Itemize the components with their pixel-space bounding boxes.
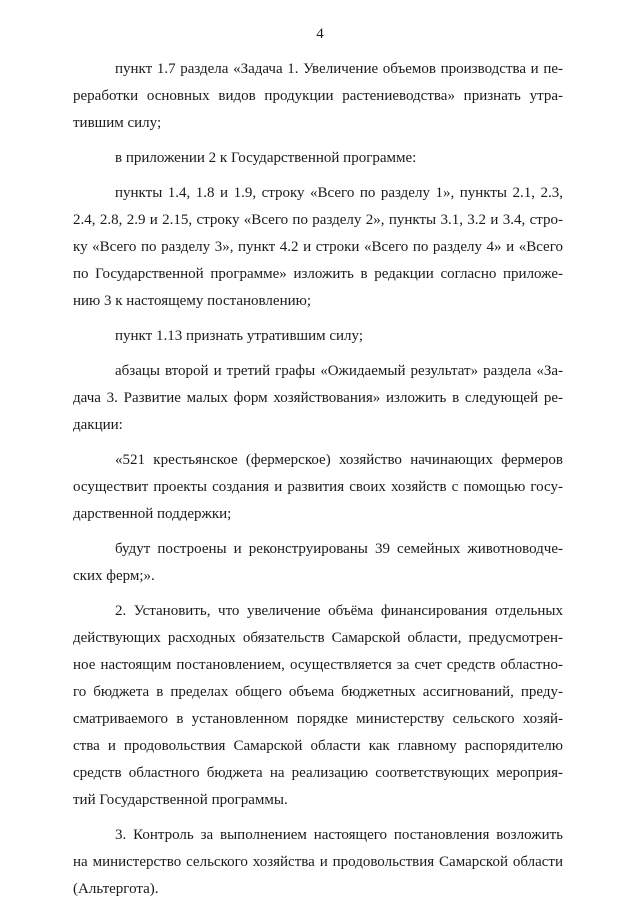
paragraph-gap	[73, 814, 563, 822]
paragraph-line: дарственной поддержки;	[73, 506, 232, 522]
paragraph-line: пункт 1.7 раздела «Задача 1. Увеличение объемов производства и пе-	[115, 61, 563, 77]
paragraph-line: сматриваемого в установленном порядке министерству сельского хозяй-	[73, 711, 563, 727]
paragraph-gap	[73, 439, 563, 447]
paragraph	[73, 180, 563, 315]
paragraph-gap	[73, 137, 563, 145]
paragraph-line: по Государственной программе» изложить в редакции согласно приложе-	[73, 266, 563, 282]
paragraph-line: (Альтергота).	[73, 881, 159, 897]
paragraph-line: ное настоящим постановлением, осуществляется за счет средств областно-	[73, 657, 563, 673]
paragraph	[73, 358, 563, 439]
paragraph	[73, 56, 563, 137]
paragraph-line: пункты 1.4, 1.8 и 1.9, строку «Всего по разделу 1», пункты 2.1, 2.3,	[115, 185, 563, 201]
paragraph-line: будут построены и реконструированы 39 семейных животноводче-	[115, 541, 563, 557]
paragraph-line: ских ферм;».	[73, 568, 155, 584]
paragraph-line: 2.4, 2.8, 2.9 и 2.15, строку «Всего по разделу 2», пункты 3.1, 3.2 и 3.4, стро-	[73, 212, 563, 228]
paragraph-line: в приложении 2 к Государственной программе:	[115, 150, 417, 166]
paragraph	[73, 323, 563, 350]
paragraph	[73, 536, 563, 590]
paragraph-line: ку «Всего по разделу 3», пункт 4.2 и строки «Всего по разделу 4» и «Всего	[73, 239, 563, 255]
paragraph-line: дакции:	[73, 417, 123, 433]
paragraph-line: 2. Установить, что увеличение объёма финансирования отдельных	[115, 603, 563, 619]
paragraph-line: дача 3. Развитие малых форм хозяйствования» изложить в следующей ре-	[73, 390, 563, 406]
page-number: 4	[316, 26, 324, 42]
paragraph-line: тившим силу;	[73, 115, 162, 131]
paragraph-line: осуществит проекты создания и развития своих хозяйств с помощью госу-	[73, 479, 563, 495]
paragraph-gap	[73, 315, 563, 323]
paragraph	[73, 447, 563, 528]
paragraph-line: ства и продовольствия Самарской области как главному распорядителю	[73, 738, 563, 754]
paragraph-gap	[73, 350, 563, 358]
paragraph-line: средств областного бюджета на реализацию соответствующих мероприя-	[73, 765, 563, 781]
paragraph-gap	[73, 590, 563, 598]
paragraph-gap	[73, 528, 563, 536]
paragraph-gap	[73, 172, 563, 180]
paragraph-line: пункт 1.13 признать утратившим силу;	[115, 328, 364, 344]
paragraph-line: абзацы второй и третий графы «Ожидаемый результат» раздела «За-	[115, 363, 563, 379]
paragraph-line: нию 3 к настоящему постановлению;	[73, 293, 312, 309]
paragraph	[73, 598, 563, 814]
paragraph-line: реработки основных видов продукции растениеводства» признать утра-	[73, 88, 563, 104]
document-body	[73, 56, 563, 903]
paragraph-line: тий Государственной программы.	[73, 792, 288, 808]
paragraph	[73, 822, 563, 903]
paragraph-line: го бюджета в пределах общего объема бюджетных ассигнований, преду-	[73, 684, 563, 700]
paragraph-line: «521 крестьянское (фермерское) хозяйство начинающих фермеров	[115, 452, 563, 468]
paragraph	[73, 145, 563, 172]
paragraph-line: на министерство сельского хозяйства и продовольствия Самарской области	[73, 854, 563, 870]
paragraph-line: 3. Контроль за выполнением настоящего постановления возложить	[115, 827, 563, 843]
paragraph-line: действующих расходных обязательств Самарской области, предусмотрен-	[73, 630, 563, 646]
